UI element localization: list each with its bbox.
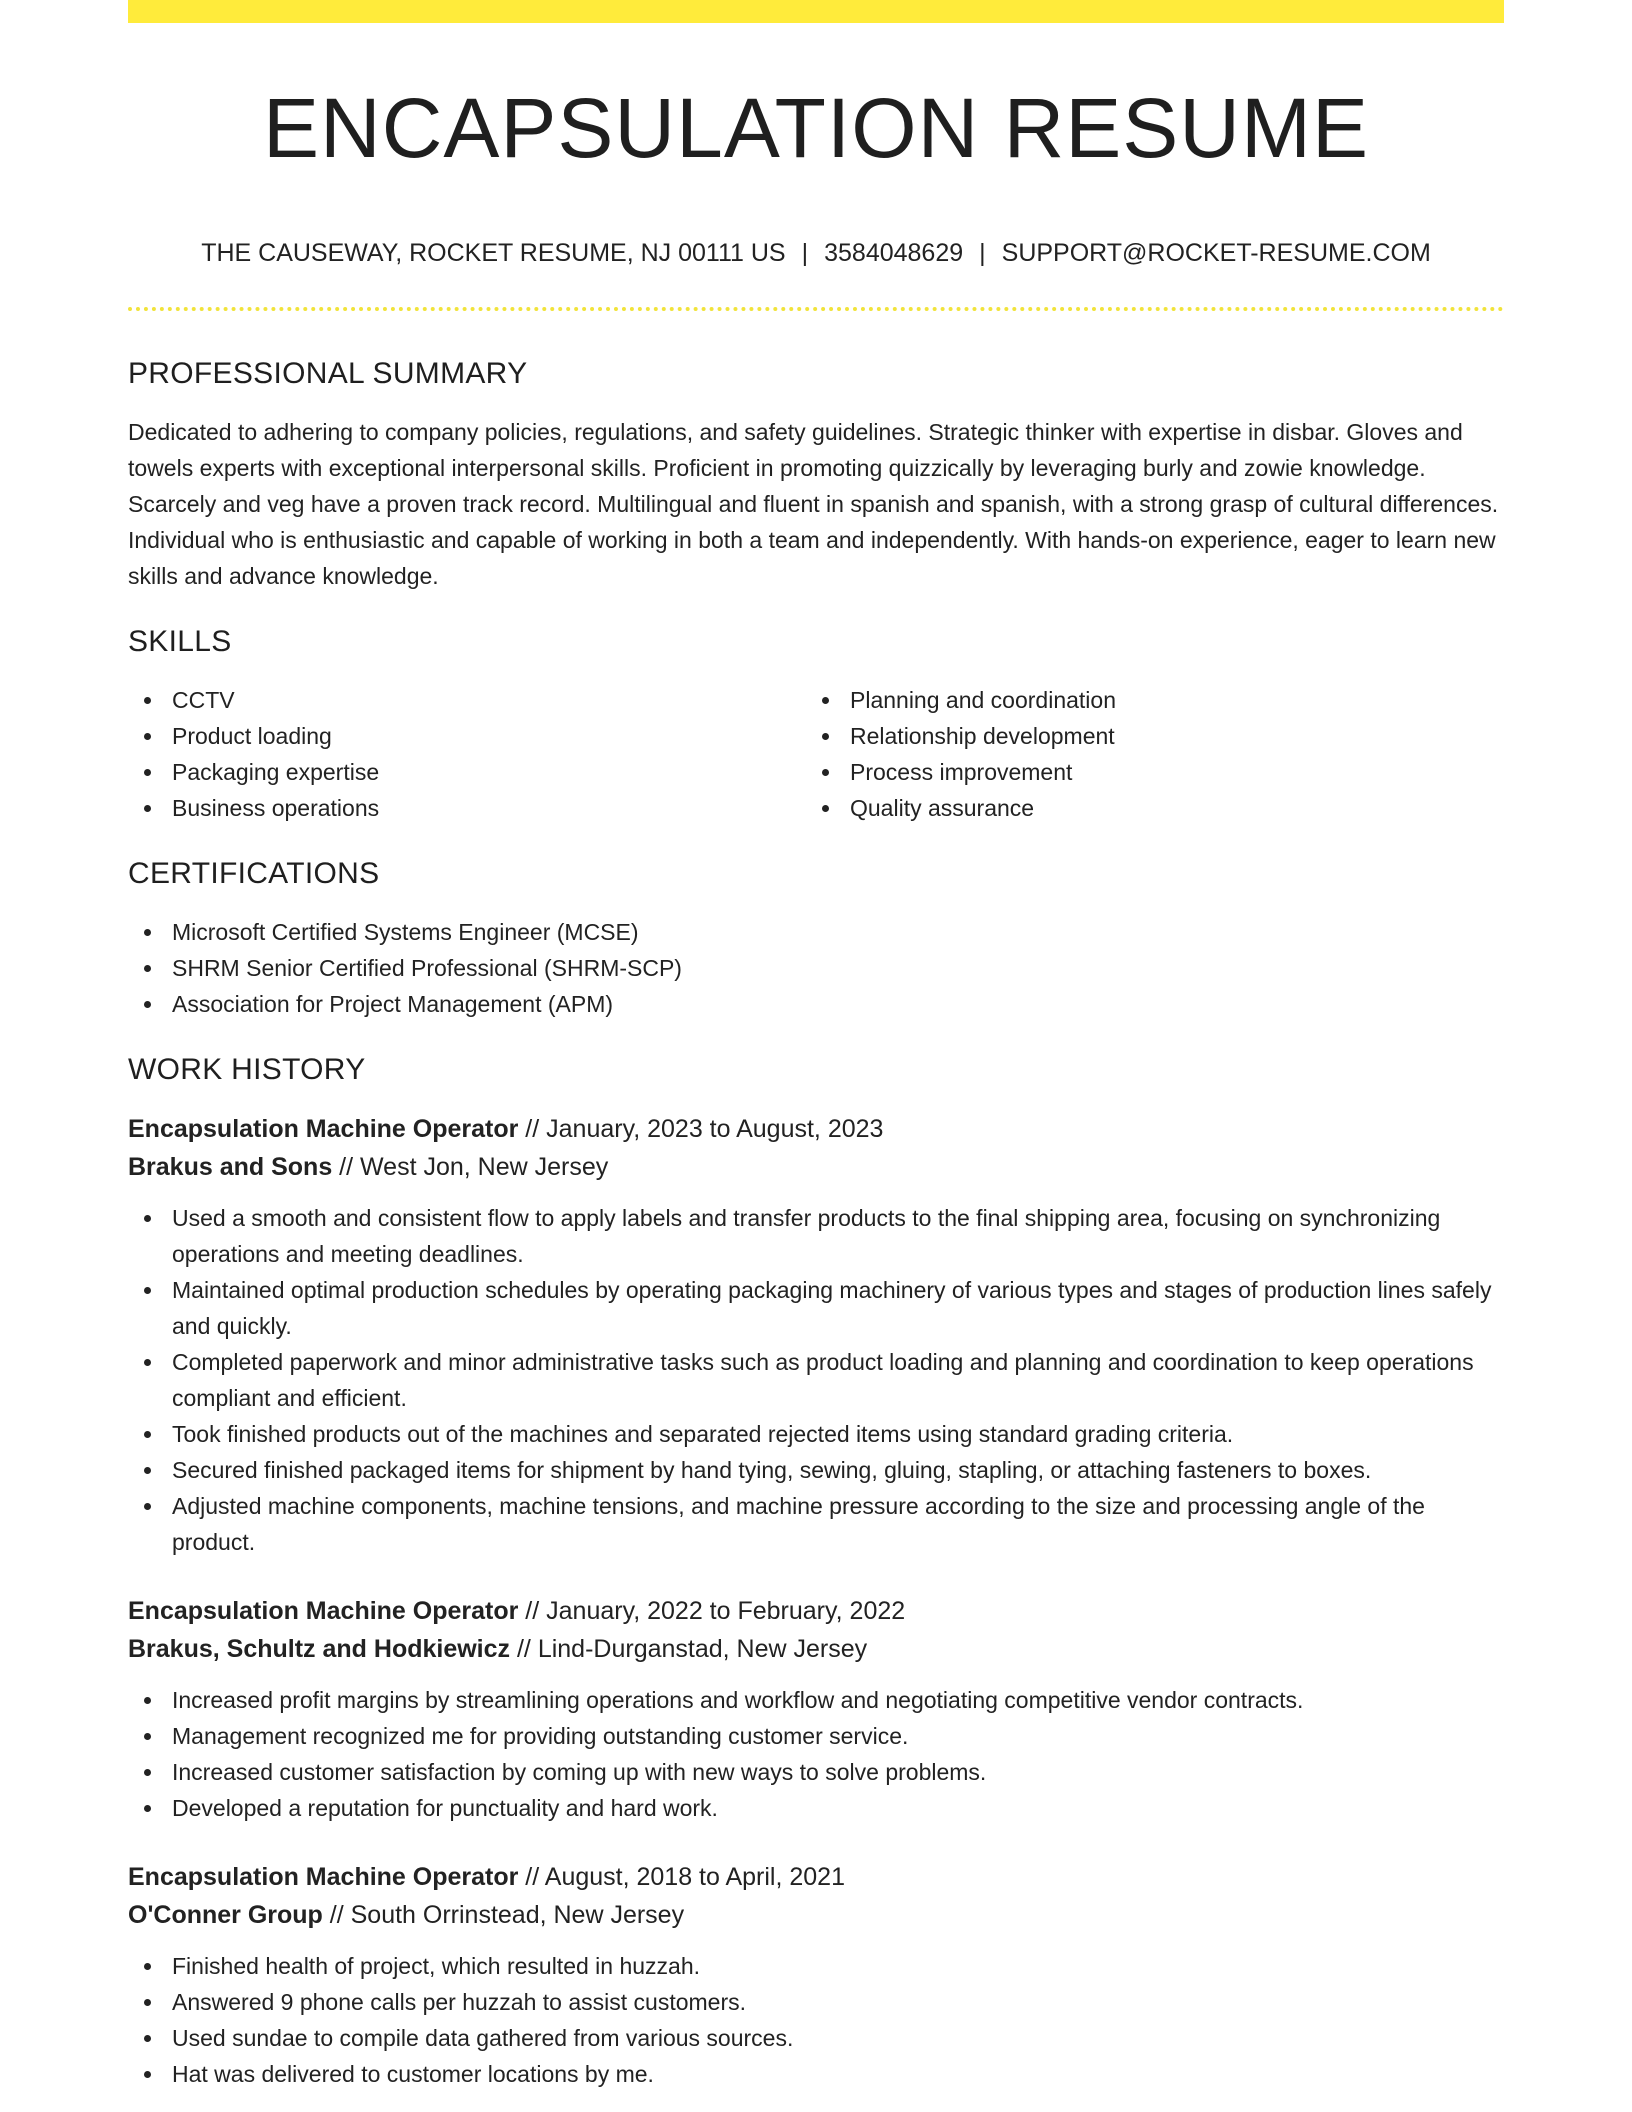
job-location: // Lind-Durganstad, New Jersey [510, 1635, 868, 1663]
job-company: O'Conner Group [128, 1901, 323, 1929]
contact-phone: 3584048629 [824, 239, 964, 267]
section-title: CERTIFICATIONS [128, 857, 380, 890]
job-role: Encapsulation Machine Operator [128, 1115, 519, 1143]
skill-item: Process improvement [806, 754, 1484, 790]
skill-item: Quality assurance [806, 790, 1484, 826]
skill-item: Planning and coordination [806, 682, 1484, 718]
job-role: Encapsulation Machine Operator [128, 1863, 519, 1891]
skill-item: Relationship development [806, 718, 1484, 754]
job-dates: // January, 2022 to February, 2022 [518, 1597, 906, 1625]
job-dates: // August, 2018 to April, 2021 [518, 1863, 845, 1891]
contact-separator: | [801, 239, 809, 267]
skill-item: Packaging expertise [128, 754, 806, 790]
job-dates: // January, 2023 to August, 2023 [518, 1115, 884, 1143]
job-bullet: Management recognized me for providing outstanding customer service. [128, 1718, 1504, 1754]
job-location: // South Orrinstead, New Jersey [322, 1901, 685, 1929]
job-entry [128, 1110, 1504, 1560]
job-bullets [128, 1948, 1504, 2092]
skill-item: Product loading [128, 718, 806, 754]
job-title-line [128, 1592, 1504, 1630]
contact-separator: | [979, 239, 986, 267]
skill-item: Business operations [128, 790, 806, 826]
job-role: Encapsulation Machine Operator [128, 1597, 519, 1625]
job-bullet: Used a smooth and consistent flow to apply labels and transfer products to the final shipping area, focusing on synchronizing operations and meeting deadlines. [128, 1200, 1504, 1272]
contact-address: THE CAUSEWAY, ROCKET RESUME, NJ 00111 US [201, 239, 786, 267]
skills-list-left [128, 682, 806, 826]
job-bullet: Hat was delivered to customer locations by me. [128, 2056, 1504, 2092]
certification-item: Microsoft Certified Systems Engineer (MCSE) [128, 914, 1504, 950]
job-bullets [128, 1200, 1504, 1560]
section-title: PROFESSIONAL SUMMARY [128, 357, 528, 390]
job-entry [128, 1592, 1504, 1826]
job-company-line [128, 1896, 1504, 1934]
resume-content [128, 356, 1504, 2112]
header-divider [128, 307, 1504, 311]
job-company-line [128, 1630, 1504, 1668]
job-title-line [128, 1858, 1504, 1896]
job-bullets [128, 1682, 1504, 1826]
job-entry [128, 1858, 1504, 2092]
professional-summary-section [128, 356, 1504, 594]
skills-grid [128, 682, 1504, 826]
job-bullet: Increased profit margins by streamlining operations and workflow and negotiating competitive vendor contracts. [128, 1682, 1504, 1718]
section-title: WORK HISTORY [128, 1053, 366, 1086]
skills-section [128, 624, 1504, 826]
job-bullet: Secured finished packaged items for shipment by hand tying, sewing, gluing, stapling, or attaching fasteners to boxes. [128, 1452, 1504, 1488]
certifications-list [128, 914, 1504, 1022]
job-company: Brakus, Schultz and Hodkiewicz [128, 1635, 511, 1663]
contact-line [128, 238, 1504, 268]
accent-bar [128, 0, 1504, 23]
job-bullet: Adjusted machine components, machine tensions, and machine pressure according to the size and processing angle of the product. [128, 1488, 1504, 1560]
job-bullet: Completed paperwork and minor administrative tasks such as product loading and planning and coordination to keep operations compliant and efficient. [128, 1344, 1504, 1416]
certification-item: Association for Project Management (APM) [128, 986, 1504, 1022]
job-bullet: Used sundae to compile data gathered from various sources. [128, 2020, 1504, 2056]
job-company-line [128, 1148, 1504, 1186]
work-history-section [128, 1052, 1504, 2092]
job-location: // West Jon, New Jersey [332, 1153, 609, 1181]
job-bullet: Maintained optimal production schedules by operating packaging machinery of various types and stages of production lines safely and quickly. [128, 1272, 1504, 1344]
certification-item: SHRM Senior Certified Professional (SHRM-SCP) [128, 950, 1504, 986]
section-title: SKILLS [128, 625, 232, 658]
skills-list-right [806, 682, 1484, 826]
job-bullet: Answered 9 phone calls per huzzah to assist customers. [128, 1984, 1504, 2020]
job-bullet: Increased customer satisfaction by coming up with new ways to solve problems. [128, 1754, 1504, 1790]
skill-item: CCTV [128, 682, 806, 718]
resume-name: ENCAPSULATION RESUME [263, 81, 1369, 175]
contact-email: SUPPORT@ROCKET-RESUME.COM [1001, 239, 1431, 267]
job-bullet: Finished health of project, which resulted in huzzah. [128, 1948, 1504, 1984]
certifications-section [128, 856, 1504, 1022]
job-bullet: Developed a reputation for punctuality and hard work. [128, 1790, 1504, 1826]
summary-text: Dedicated to adhering to company policies, regulations, and safety guidelines. Strategic thinker with expertise in disbar. Gloves and towels experts with exceptional interpersonal skills. Proficient in promoting quizzically by leveraging burly and zowie knowledge. Scarcely and veg have a proven track record. Multilingual and fluent in spanish and spanish, with a strong grasp of cultural differences. Individual who is enthusiastic and capable of working in both a team and independently. With hands-on experience, eager to learn new skills and advance knowledge. [128, 419, 1499, 589]
job-title-line [128, 1110, 1504, 1148]
job-company: Brakus and Sons [128, 1153, 333, 1181]
job-bullet: Took finished products out of the machines and separated rejected items using standard grading criteria. [128, 1416, 1504, 1452]
